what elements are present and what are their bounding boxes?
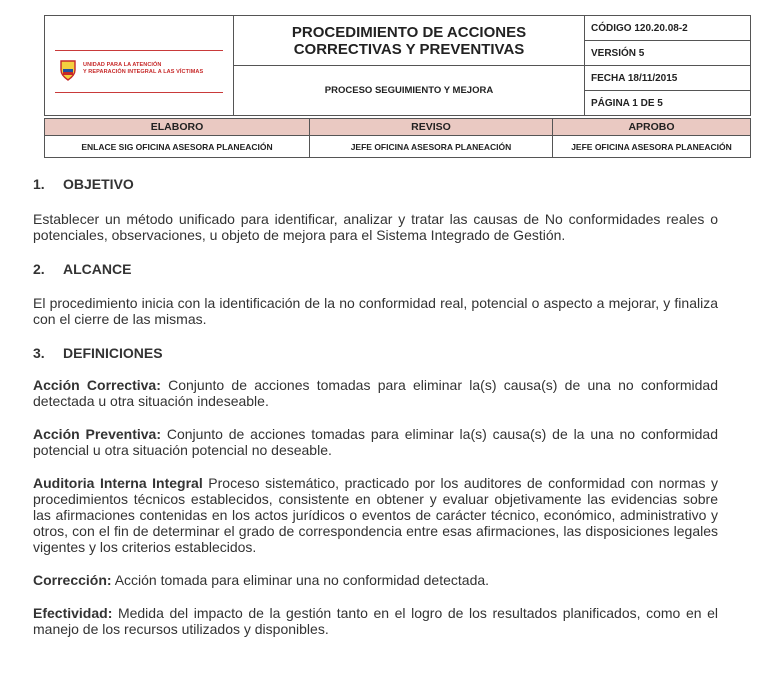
definition-item <box>33 605 718 637</box>
definition-item <box>33 572 718 588</box>
logo-text-line1: UNIDAD PARA LA ATENCIÓN <box>83 62 162 68</box>
definition-text: Medida del impacto de la gestión tanto en el logro de los resultados planificados, como en el manejo de los recursos utilizados y disponibles. <box>33 605 718 637</box>
section-title: DEFINICIONES <box>63 345 163 361</box>
logo-divider-top <box>55 50 223 51</box>
document-header <box>44 15 751 116</box>
alcance-paragraph: El procedimiento inicia con la identificación de la no conformidad real, potencial o aspecto a mejorar, y finaliza con el cierre de las mismas. <box>33 295 718 327</box>
process-name: PROCESO SEGUIMIENTO Y MEJORA <box>324 85 494 96</box>
role-header-aprobo: APROBO <box>553 119 751 136</box>
objetivo-paragraph: Establecer un método unificado para identificar, analizar y tratar las causas de No conformidades reales o potenciales, observaciones, u objeto de mejora para el Sistema Integrado de Gestión. <box>33 211 718 243</box>
section-number: 2. <box>33 261 45 277</box>
page-field: PÁGINA 1 DE 5 <box>585 91 751 116</box>
role-header-reviso: REVISO <box>310 119 553 136</box>
section-number: 1. <box>33 176 45 192</box>
role-value-elaboro: ENLACE SIG OFICINA ASESORA PLANEACIÓN <box>45 136 310 158</box>
section-title: OBJETIVO <box>63 176 134 192</box>
document-body <box>33 176 718 637</box>
role-header-elaboro: ELABORO <box>45 119 310 136</box>
roles-table <box>44 118 751 158</box>
role-value-reviso: JEFE OFICINA ASESORA PLANEACIÓN <box>310 136 553 158</box>
section-heading-definiciones <box>33 345 718 361</box>
coat-of-arms-icon <box>59 59 77 81</box>
document-title: PROCEDIMIENTO DE ACCIONES CORRECTIVAS Y PREVENTIVAS <box>291 23 527 58</box>
definition-term: Efectividad: <box>33 605 113 621</box>
section-heading-objetivo <box>33 176 718 192</box>
definition-text: Conjunto de acciones tomadas para eliminar la(s) causa(s) de una no conformidad detectada u otra situación indeseable. <box>33 377 718 409</box>
date-field: FECHA 18/11/2015 <box>585 66 751 91</box>
definition-term: Acción Correctiva: <box>33 377 161 393</box>
logo-text-line2: Y REPARACIÓN INTEGRAL A LAS VÍCTIMAS <box>83 69 204 75</box>
definition-term: Corrección: <box>33 572 112 588</box>
logo-divider-bottom <box>55 92 223 93</box>
definition-term: Auditoria Interna Integral <box>33 475 203 491</box>
role-value-aprobo: JEFE OFICINA ASESORA PLANEACIÓN <box>553 136 751 158</box>
title-cell <box>234 16 585 66</box>
definition-term: Acción Preventiva: <box>33 426 162 442</box>
logo-cell <box>45 16 234 116</box>
definition-text: Proceso sistemático, practicado por los auditores de conformidad con normas y procedimientos técnicos establecidos, consistente en obtener y evaluar objetivamente las evidencias sobre las afirmaciones contenidas en los actos jurídicos o eventos de carácter técnico, económico, administrativo y otros, con el fin de determinar el grado de correspondencia entre esas afirmaciones, las disposiciones legales vigentes y los criterios establecidos. <box>33 475 718 555</box>
code-field: CÓDIGO 120.20.08-2 <box>585 16 751 41</box>
section-number: 3. <box>33 345 45 361</box>
definition-item <box>33 377 718 409</box>
section-heading-alcance <box>33 261 718 277</box>
process-cell <box>234 66 585 116</box>
logo-text <box>83 62 203 76</box>
definition-item <box>33 475 718 555</box>
definition-item <box>33 426 718 458</box>
section-title: ALCANCE <box>63 261 132 277</box>
definition-text: Acción tomada para eliminar una no conformidad detectada. <box>111 572 490 588</box>
version-field: VERSIÓN 5 <box>585 41 751 66</box>
definition-text: Conjunto de acciones tomadas para eliminar la(s) causa(s) de la una no conformidad potencial u otra situación potencial no deseable. <box>33 426 718 458</box>
